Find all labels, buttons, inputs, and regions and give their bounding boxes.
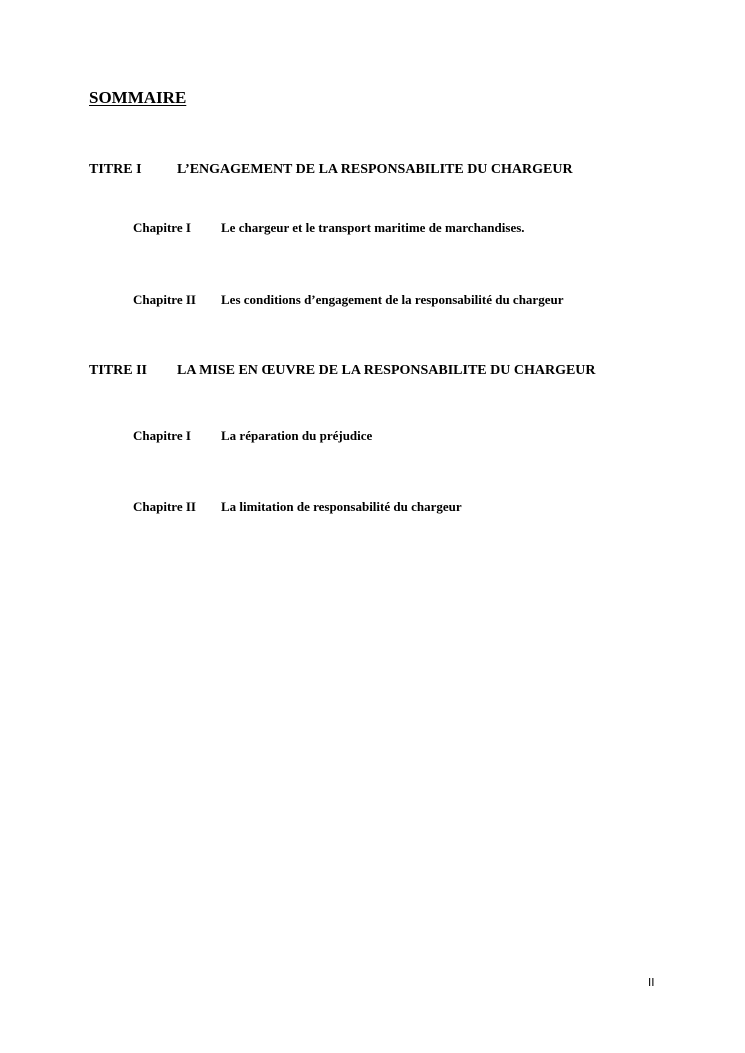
toc-entry-chapitre-2-1 (133, 428, 373, 444)
toc-entry-chapitre-1-1 (133, 220, 525, 236)
toc-entry-title: La réparation du préjudice (221, 428, 373, 443)
toc-entry-chapitre-1-2 (133, 292, 564, 308)
toc-entry-label: Chapitre I (133, 428, 191, 443)
toc-entry-title: LA MISE EN ŒUVRE DE LA RESPONSABILITE DU CHARGEUR (177, 363, 596, 378)
page-title: SOMMAIRE (89, 88, 187, 107)
toc-entry-title: La limitation de responsabilité du chargeur (221, 499, 462, 514)
toc-entry-label: TITRE II (89, 363, 147, 378)
toc-entry-titre-1 (89, 162, 573, 178)
toc-entry-label: Chapitre I (133, 220, 191, 235)
toc-entry-titre-2 (89, 363, 596, 379)
toc-entry-label: Chapitre II (133, 499, 196, 514)
toc-entry-chapitre-2-2 (133, 499, 462, 515)
toc-entry-title: Le chargeur et le transport maritime de marchandises. (221, 220, 525, 235)
toc-entry-label: TITRE I (89, 162, 142, 177)
toc-entry-title: L’ENGAGEMENT DE LA RESPONSABILITE DU CHARGEUR (177, 162, 573, 177)
page-number: II (648, 976, 655, 989)
toc-entry-title: Les conditions d’engagement de la responsabilité du chargeur (221, 292, 564, 307)
toc-entry-label: Chapitre II (133, 292, 196, 307)
